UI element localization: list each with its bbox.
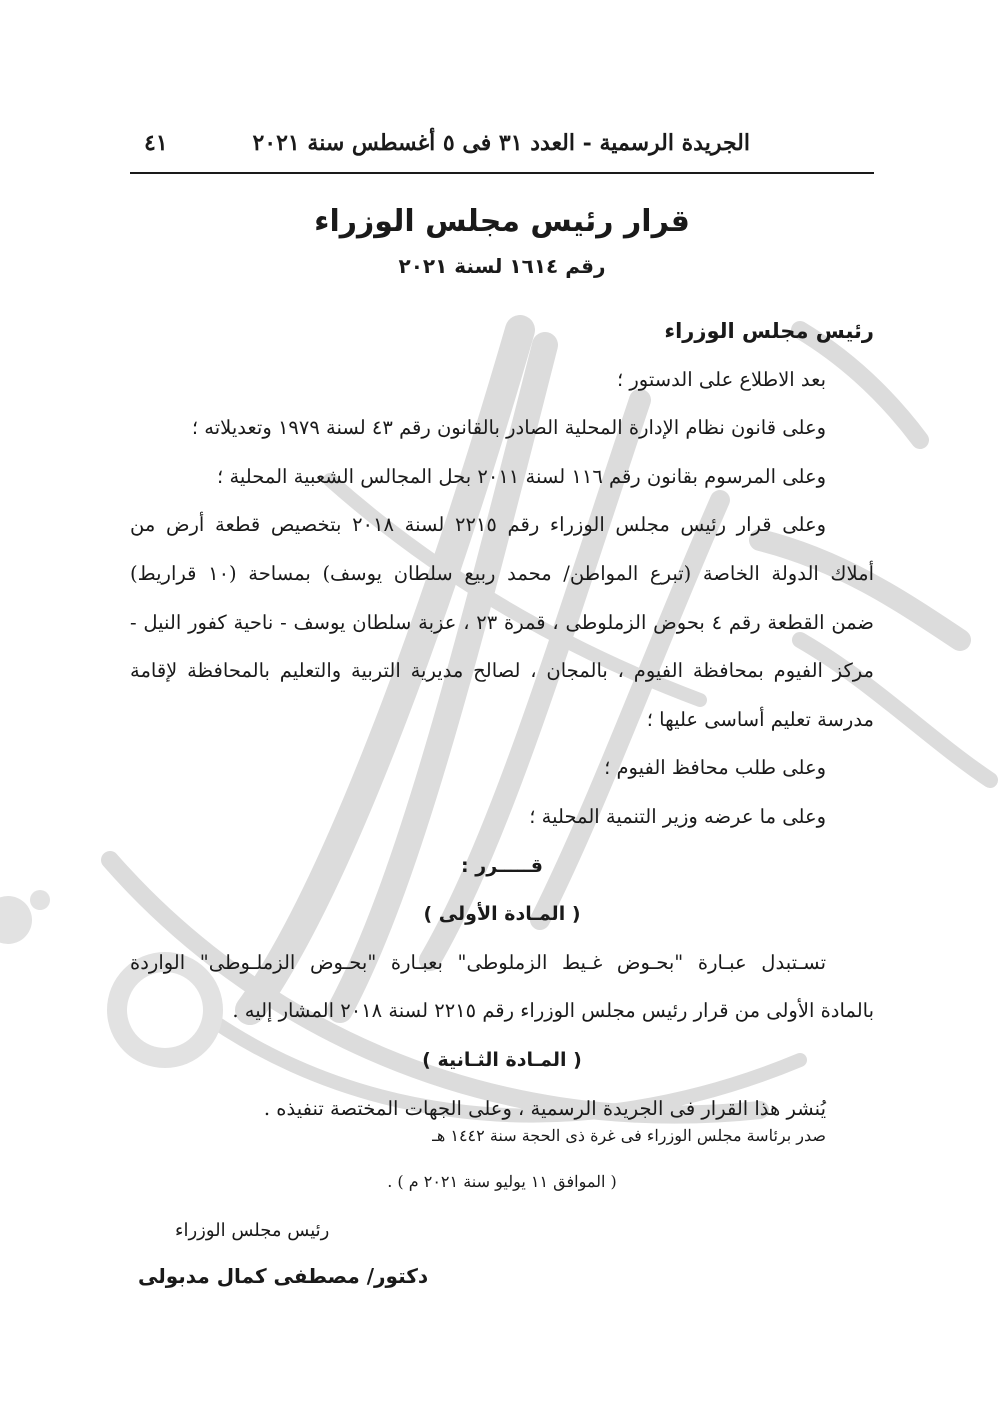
header-title: الجريدة الرسمية - العدد ٣١ فى ٥ أغسطس سنة ٢٠٢١ [252, 130, 750, 156]
preamble-heading: رئيس مجلس الوزراء [664, 319, 874, 343]
preamble-line: وعلى قرار رئيس مجلس الوزراء رقم ٢٢١٥ لسنة ٢٠١٨ بتخصيص قطعة أرض من [130, 513, 826, 537]
issued-date-hijri: صدر برئاسة مجلس الوزراء فى غرة ذى الحجة سنة ١٤٤٢ هـ [432, 1126, 826, 1145]
preamble-line: وعلى المرسوم بقانون رقم ١١٦ لسنة ٢٠١١ بحل المجالس الشعبية المحلية ؛ [217, 464, 826, 488]
preamble-line: مدرسة تعليم أساسى عليها ؛ [646, 707, 874, 731]
preamble-line: ضمن القطعة رقم ٤ بحوض الزملوطى ، قمرة ٢٣ ، عزبة سلطان يوسف - ناحية كفور النيل - [130, 610, 874, 634]
decree-body [130, 307, 874, 1133]
page-header [130, 122, 874, 174]
article-1-heading: ( المـادة الأولى ) [423, 903, 581, 926]
decree-number: رقم ١٦١٤ لسنة ٢٠٢١ [398, 254, 606, 278]
decree-title: قرار رئيس مجلس الوزراء [314, 204, 690, 239]
preamble-line: بعد الاطلاع على الدستور ؛ [616, 367, 826, 391]
signatory-name: دكتور/ مصطفى كمال مدبولى [138, 1264, 429, 1288]
preamble-line: وعلى ما عرضه وزير التنمية المحلية ؛ [529, 804, 826, 828]
article-1-line: تسـتبدل عبـارة "بحـوض غـيط الزملوطى" بعبـارة "بحـوض الزملـوطى" الواردة [130, 950, 826, 974]
article-2-text: يُنشر هذا القرار فى الجريدة الرسمية ، وعلى الجهات المختصة تنفيذه . [263, 1096, 826, 1120]
preamble-line: وعلى قانون نظام الإدارة المحلية الصادر بالقانون رقم ٤٣ لسنة ١٩٧٩ وتعديلاته ؛ [191, 416, 826, 440]
page-number: ٤١ [144, 130, 168, 156]
decision-heading: قـــــرر : [461, 854, 543, 877]
signatory-title: رئيس مجلس الوزراء [175, 1220, 330, 1241]
preamble-line: أملاك الدولة الخاصة (تبرع المواطن/ محمد ربيع سلطان يوسف) بمساحة (١٠ قراريط) [130, 561, 874, 585]
article-2-heading: ( المـادة الثـانية ) [422, 1048, 582, 1071]
issued-date-gregorian: ( الموافق ١١ يوليو سنة ٢٠٢١ م ) . [387, 1172, 617, 1191]
article-1-line: بالمادة الأولى من قرار رئيس مجلس الوزراء رقم ٢٢١٥ لسنة ٢٠١٨ المشار إليه . [232, 999, 874, 1023]
preamble-line: مركز الفيوم بمحافظة الفيوم ، بالمجان ، لصالح مديرية التربية والتعليم بالمحافظة لإقامة [130, 659, 874, 683]
preamble-line: وعلى طلب محافظ الفيوم ؛ [604, 756, 826, 780]
